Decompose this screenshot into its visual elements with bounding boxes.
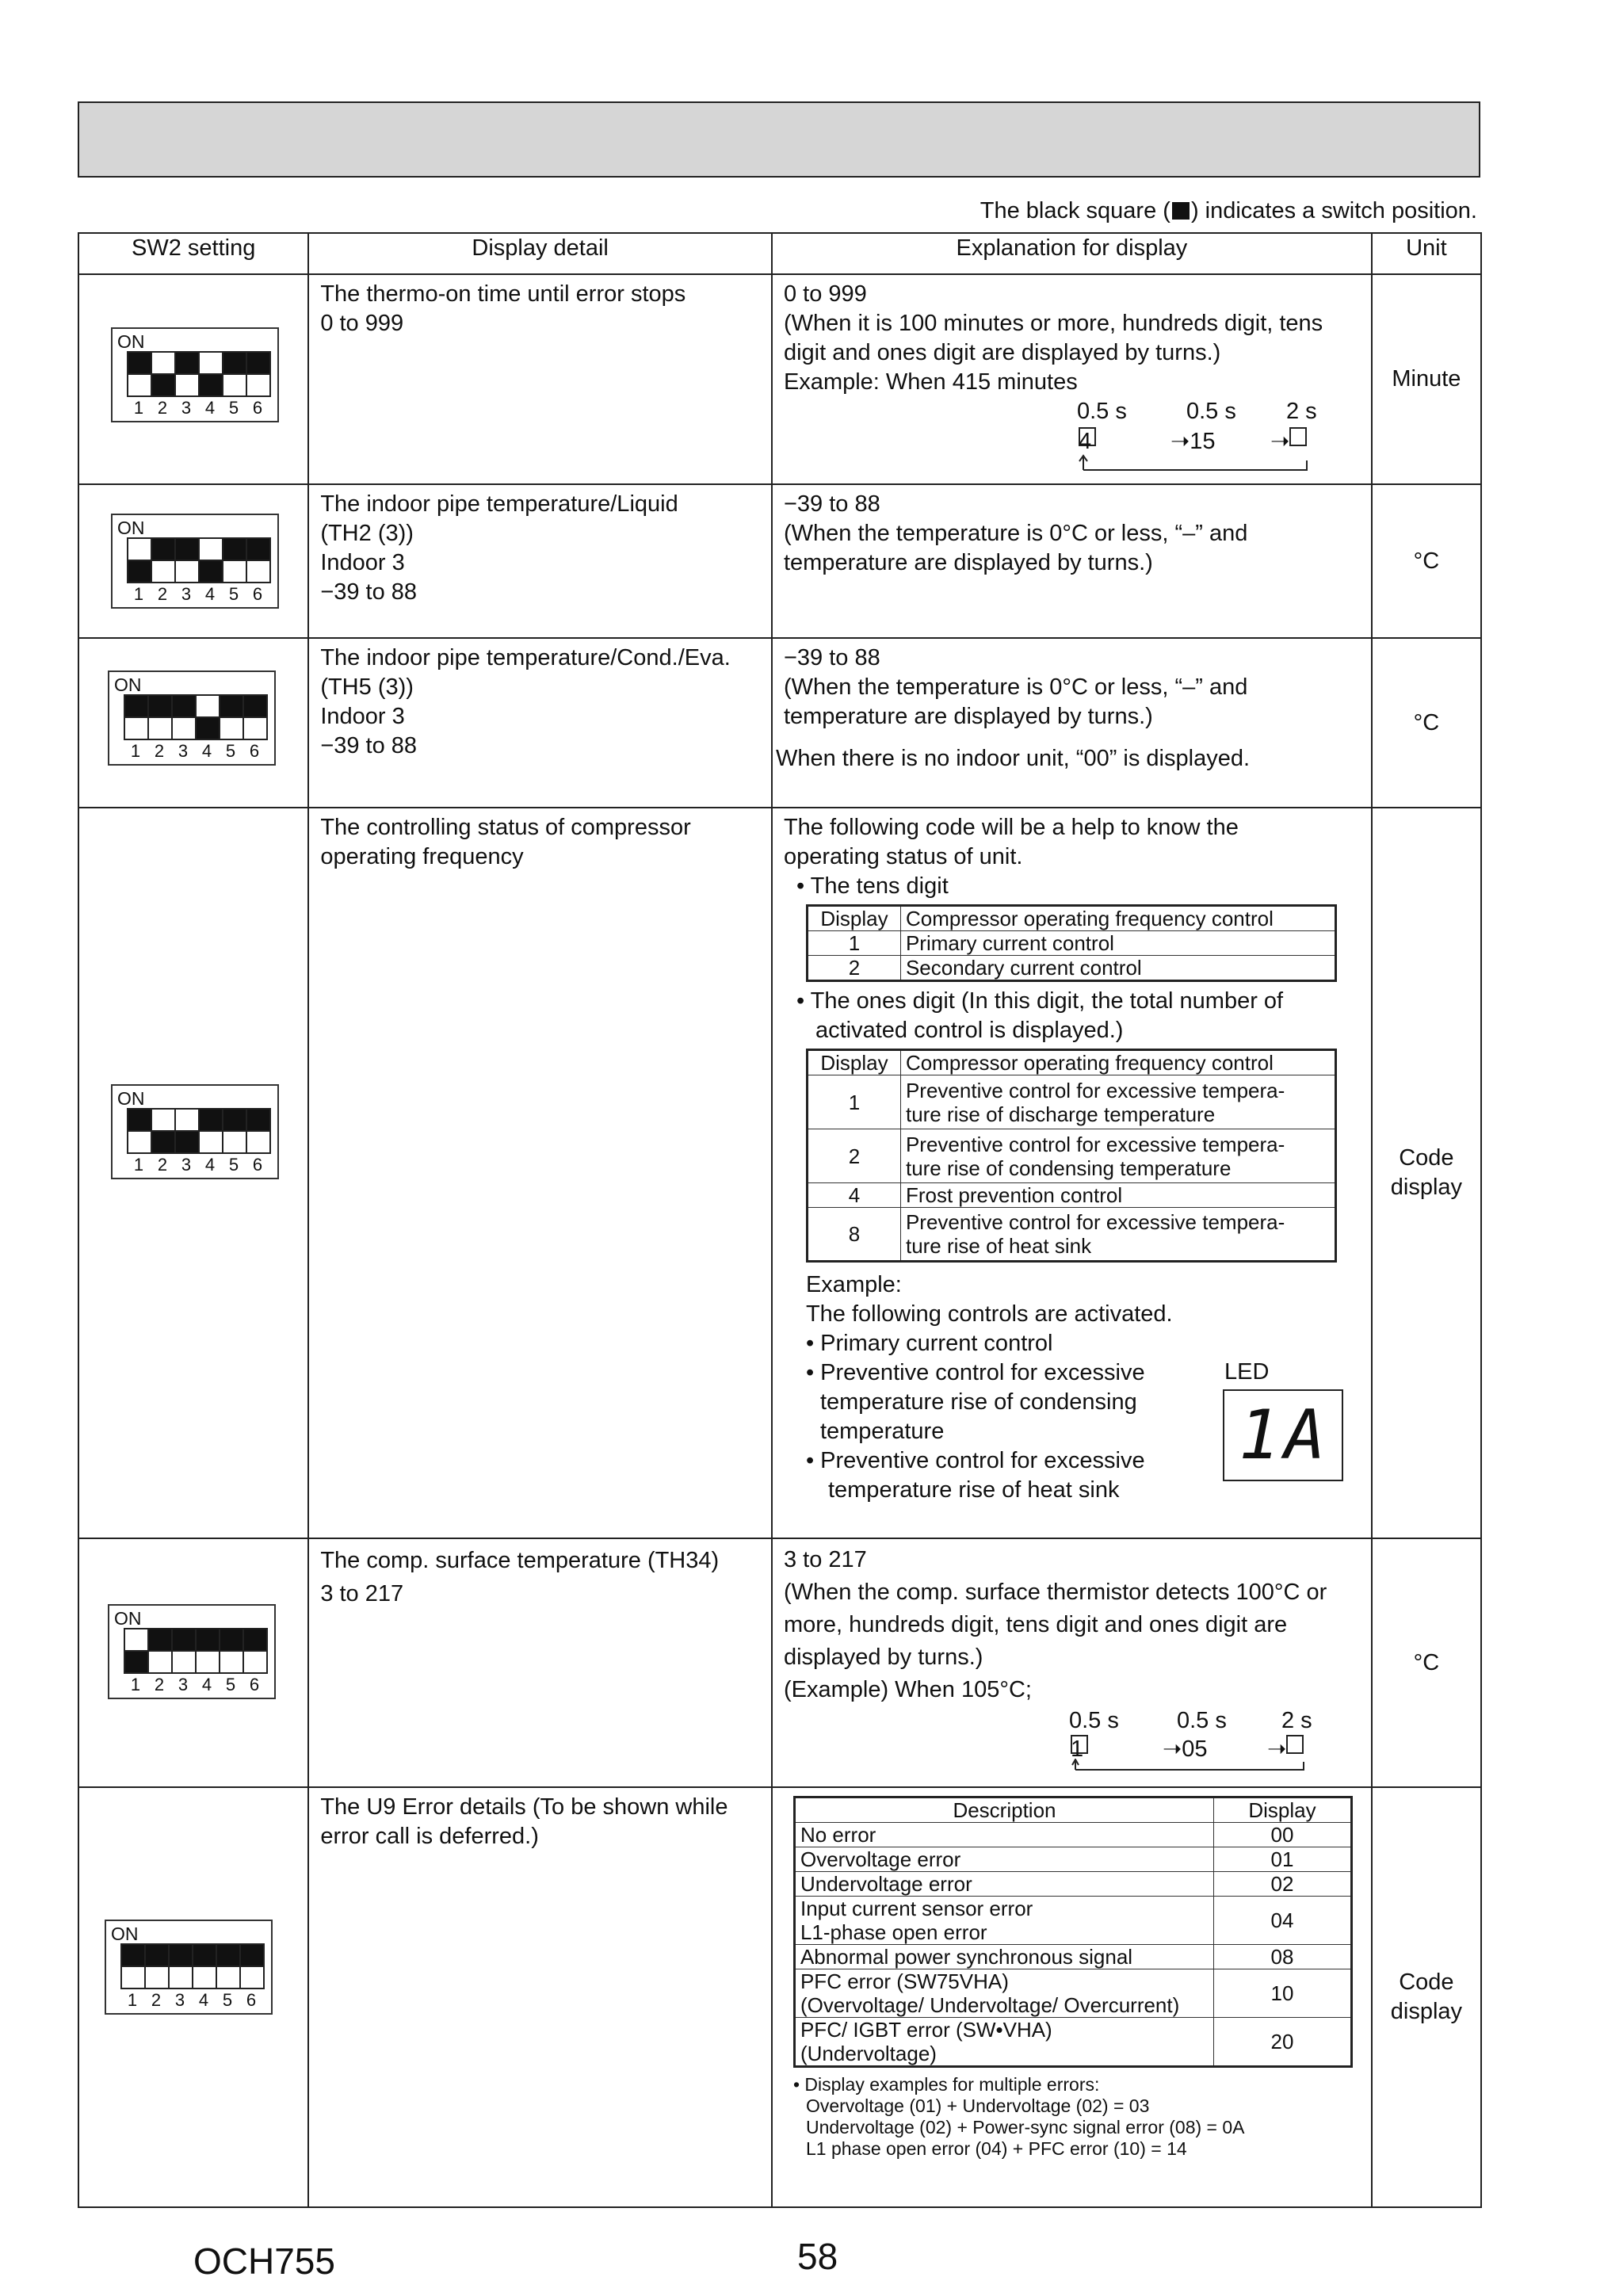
dip-cell [199,1131,223,1153]
unit-cell: °C [1372,638,1481,808]
black-square-icon [1172,202,1190,220]
dip-cell [121,1966,145,1988]
dip-cell [175,352,199,374]
unit-cell: °C [1372,484,1481,638]
dip-numbers [124,1675,266,1694]
dip-cell [196,1651,220,1673]
loop-arrow-icon [1069,1759,1315,1771]
dip-on-label: ON [114,674,142,695]
led-label: LED [1224,1359,1270,1385]
dip-cell [199,374,223,396]
dip-number: 5 [225,741,236,761]
dip-cell [216,1966,240,1988]
dip-number: 3 [178,741,189,761]
table-row [78,808,1481,1538]
dip-number: 2 [157,1155,168,1175]
dip-switch [108,1604,276,1699]
dip-cell [151,1131,175,1153]
dip-cell [199,1109,223,1131]
dip-number: 3 [178,1675,189,1694]
dip-cell [223,560,246,583]
table-row [78,1538,1481,1787]
dip-number: 1 [130,1675,141,1694]
dip-cell [199,352,223,374]
dip-switch [105,1920,273,2015]
dip-switch [111,327,279,422]
dip-cell [124,1651,148,1673]
dip-cell [223,374,246,396]
model-number: OCH755 [193,2241,335,2282]
dip-cell [175,538,199,560]
dip-cell [223,1131,246,1153]
dip-number: 6 [249,1675,260,1694]
dip-number: 5 [222,1990,233,2010]
dip-cell [175,560,199,583]
dip-cell [243,1651,267,1673]
dip-cell [172,1651,196,1673]
dip-switch [111,514,279,609]
header-unit: Unit [1372,233,1481,274]
display-sequence: 0.5 s 0.5 s 2 s 1 ➝ 05 ➝ [784,1706,1366,1770]
dip-cell [220,717,243,739]
dip-number: 4 [201,741,212,761]
dip-numbers [124,742,266,761]
dip-cell [199,560,223,583]
dip-cell [169,1944,193,1966]
header-explanation: Explanation for display [772,233,1372,274]
dip-cell [246,1131,270,1153]
dip-number: 1 [127,1990,138,2010]
dip-cell [216,1944,240,1966]
dip-cell [128,352,151,374]
digit-box-icon [1286,1735,1304,1754]
dip-cell [172,1629,196,1651]
dip-cell [246,352,270,374]
unit-cell: Minute [1372,274,1481,484]
dip-numbers [120,1991,263,2010]
dip-cell [240,1944,264,1966]
dip-cell [148,1629,172,1651]
dip-cell [193,1966,216,1988]
dip-number: 6 [252,398,263,418]
dip-cell [196,695,220,717]
dip-cell [243,1629,267,1651]
dip-cell [199,538,223,560]
explanation-cell: 0 to 999 (When it is 100 minutes or more, hundreds digit, tens digit and ones digit are displayed by turns.) Example: When 415 minutes 0.5 s 0.5 s 2 s 4 ➝ 15 ➝ [772,274,1372,484]
dip-cell [124,695,148,717]
dip-cell [128,1109,151,1131]
dip-cell [151,1109,175,1131]
dip-cell [121,1944,145,1966]
dip-cell [220,1629,243,1651]
sw2-cell [78,274,308,484]
unit-cell: Code display [1372,808,1481,1538]
dip-cell [175,1109,199,1131]
unit-cell: Code display [1372,1787,1481,2207]
digit-box-icon [1289,427,1307,446]
dip-numbers [127,585,269,604]
table-row [78,1787,1481,2207]
dip-cell [128,374,151,396]
dip-cell [193,1944,216,1966]
explanation-cell [772,1787,1372,2207]
explanation-cell: −39 to 88 (When the temperature is 0°C or less, “–” and temperature are displayed by turns.) When there is no indoor unit, “00” is displayed. [772,638,1372,808]
display-sequence: 0.5 s 0.5 s 2 s 4 ➝ 15 ➝ [784,397,1366,472]
no-indoor-note: When there is no indoor unit, “00” is displayed. [775,746,1251,771]
dip-number: 6 [252,584,263,604]
sw2-cell [78,1787,308,2207]
detail-cell: The indoor pipe temperature/Cond./Eva. (TH5 (3)) Indoor 3 −39 to 88 [308,638,772,808]
dip-cell [151,374,175,396]
led-display [1223,1389,1343,1481]
dip-on-label: ON [117,518,145,538]
detail-cell: The comp. surface temperature (TH34) 3 to 217 [308,1538,772,1787]
header-detail: Display detail [308,233,772,274]
dip-on-label: ON [117,331,145,352]
sw2-cell [78,484,308,638]
dip-cell [223,1109,246,1131]
dip-numbers [127,399,269,418]
tens-digit-table: Display Compressor operating frequency control 1 Primary current control 2 Secondary current control [806,904,1337,982]
table-row [78,638,1481,808]
dip-number: 2 [151,1990,162,2010]
error-table: Description Display No error 00 Overvoltage error 01 Undervoltage error 02 Input current sensor error L1-phase open error 04 Abnormal power synchronous signal 08 PFC error (SW75VHA) (Overvoltage/ Undervoltage/ Overcurrent) 10 PFC/ IGBT error (SW•VHA) (Undervoltage) 20 [793,1796,1353,2068]
dip-number: 1 [133,1155,144,1175]
dip-number: 3 [174,1990,185,2010]
dip-cell [246,1109,270,1131]
dip-number: 5 [225,1675,236,1694]
dip-cell [223,352,246,374]
page-number: 58 [797,2236,838,2277]
dip-number: 3 [181,1155,192,1175]
dip-cell [175,374,199,396]
dip-cells [124,694,268,740]
dip-cells [120,1943,265,1989]
dip-cell [172,717,196,739]
dip-cell [175,1131,199,1153]
dip-number: 4 [198,1990,209,2010]
dip-number: 1 [133,398,144,418]
led-value: 1A [1238,1396,1331,1475]
dip-cell [246,560,270,583]
dip-switch [108,670,276,766]
dip-number: 4 [204,1155,216,1175]
dip-number: 6 [252,1155,263,1175]
dip-cell [220,695,243,717]
dip-cell [148,695,172,717]
dip-cell [151,352,175,374]
dip-cell [240,1966,264,1988]
dip-cell [148,1651,172,1673]
loop-arrow-icon [1077,453,1315,472]
ones-digit-table: Display Compressor operating frequency control 1 Preventive control for excessive tempera- ture rise of discharge temperature 2 Preventive control for excessive tempera- ture rise of condensing temperature 4 Frost prevention control 8 Preventive control for excessive tempera- ture rise of heat sink [806,1049,1337,1263]
dip-cell [124,1629,148,1651]
dip-cell [148,717,172,739]
dip-on-label: ON [114,1608,142,1629]
dip-number: 6 [249,741,260,761]
dip-cell [196,1629,220,1651]
dip-number: 2 [157,398,168,418]
dip-number: 4 [204,584,216,604]
explanation-cell: −39 to 88 (When the temperature is 0°C or less, “–” and temperature are displayed by turns.) [772,484,1372,638]
table-row [78,484,1481,638]
sw2-cell [78,1538,308,1787]
dip-numbers [127,1156,269,1175]
dip-cell [128,538,151,560]
header-bar [78,101,1480,178]
dip-cell [169,1966,193,1988]
dip-cell [145,1966,169,1988]
dip-number: 4 [201,1675,212,1694]
dip-cells [124,1628,268,1674]
dip-cell [151,560,175,583]
dip-cell [246,538,270,560]
dip-number: 2 [154,1675,165,1694]
dip-cell [128,1131,151,1153]
dip-cell [223,538,246,560]
detail-cell: The controlling status of compressor operating frequency [308,808,772,1538]
dip-cells [127,1108,271,1154]
header-sw2: SW2 setting [78,233,308,274]
dip-cell [246,374,270,396]
table-row [78,274,1481,484]
dip-on-label: ON [111,1924,139,1944]
sw2-table [78,232,1482,2208]
detail-cell: The U9 Error details (To be shown while error call is deferred.) [308,1787,772,2207]
dip-number: 5 [228,398,239,418]
dip-on-label: ON [117,1088,145,1109]
dip-switch [111,1084,279,1179]
unit-cell: °C [1372,1538,1481,1787]
dip-number: 5 [228,1155,239,1175]
dip-cell [172,695,196,717]
dip-number: 2 [157,584,168,604]
legend-note: The black square ( ) indicates a switch position. [980,198,1477,223]
dip-number: 2 [154,741,165,761]
error-notes: • Display examples for multiple errors: Overvoltage (01) + Undervoltage (02) = 03 Undervoltage (02) + Power-sync signal error (08) = 0A L1 phase open error (04) + PFC error (10) = 14 [792,2074,1245,2159]
dip-number: 1 [133,584,144,604]
dip-number: 5 [228,584,239,604]
dip-number: 6 [246,1990,257,2010]
dip-cell [243,717,267,739]
dip-cell [243,695,267,717]
dip-cell [220,1651,243,1673]
explanation-cell: 3 to 217 (When the comp. surface thermistor detects 100°C or more, hundreds digit, tens digit and ones digit are displayed by turns.) (Example) When 105°C; 0.5 s 0.5 s 2 s 1 ➝ 05 ➝ [772,1538,1372,1787]
dip-cell [124,717,148,739]
dip-number: 1 [130,741,141,761]
detail-cell: The thermo-on time until error stops 0 to 999 [308,274,772,484]
dip-number: 4 [204,398,216,418]
detail-cell: The indoor pipe temperature/Liquid (TH2 (3)) Indoor 3 −39 to 88 [308,484,772,638]
dip-cell [196,717,220,739]
dip-cell [128,560,151,583]
dip-cell [151,538,175,560]
example-block: Example: The following controls are activated. • Primary current control • Preventive control for excessive temperature rise of condensing temperature • Preventive control for excessive temperature rise of heat sink LED 1A [784,1270,1366,1505]
dip-number: 3 [181,584,192,604]
explanation-cell: The following code will be a help to know the operating status of unit. • The tens digit Display Compressor operating frequency control 1 Primary current control 2 Secondary current control • The ones digit (In this digit, the total number of activated control is displayed.) Display Compressor operating frequency control 1 Preventive control for excessive tempera- ture rise of discharge temperature 2 Preventive control for excessive tempera- ture rise of condensing temperature 4 Frost prevention control 8 Preventive control for excessive tempera- ture rise of heat sink Example: The following controls are activated. • Primary current control • Preventive control for excessive temperature rise of condensing temperature • Preventive control for excessive temperature rise of heat sink LED 1A [772,808,1372,1538]
sw2-cell [78,808,308,1538]
dip-cells [127,537,271,583]
table-header-row [78,233,1481,274]
sw2-cell [78,638,308,808]
dip-cell [145,1944,169,1966]
dip-cells [127,351,271,397]
dip-number: 3 [181,398,192,418]
